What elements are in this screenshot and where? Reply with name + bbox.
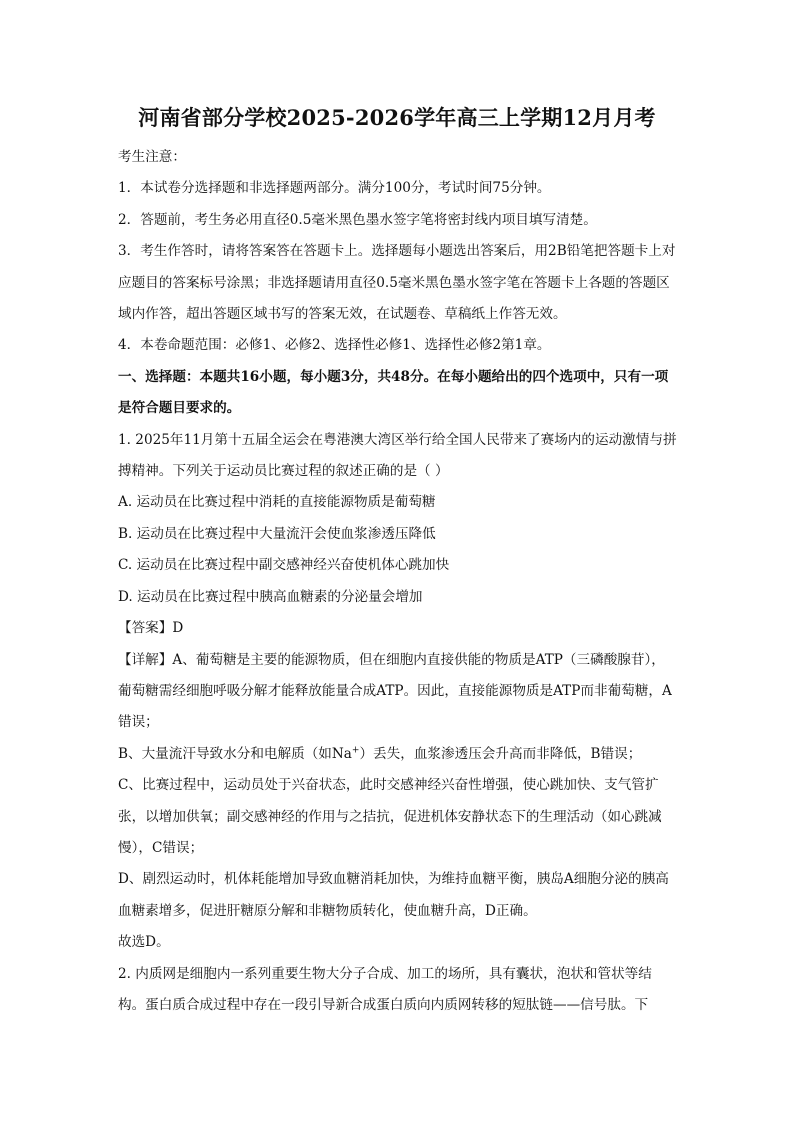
question-1-stem: 1. 2025年11月第十五届全运会在粤港澳大湾区举行给全国人民带来了赛场内的运动激情与拼搏精神。下列关于运动员比赛过程的叙述正确的是（ ）	[118, 431, 677, 480]
question-1-conclusion: 故选D。	[118, 934, 170, 951]
explanation-b-tail: ）丢失，血浆渗透压会升高而非降低，B错误；	[359, 745, 642, 762]
question-1-option-b: B. 运动员在比赛过程中大量流汗会使血浆渗透压降低	[118, 525, 436, 542]
question-1-option-d: D. 运动员在比赛过程中胰高血糖素的分泌量会增加	[118, 588, 423, 605]
question-1-answer: 【答案】D	[118, 620, 184, 637]
question-1-explanation-d: D、剧烈运动时，机体耗能增加导致血糖消耗加快，为维持血糖平衡，胰岛A细胞分泌的胰高血糖素增多，促进肝糖原分解和非糖物质转化，使血糖升高，D正确。	[118, 871, 669, 919]
sodium-charge-superscript: +	[351, 745, 360, 756]
question-1-explanation-a: 【详解】A、葡萄糖是主要的能源物质，但在细胞内直接供能的物质是ATP（三磷酸腺苷），葡萄糖需经细胞呼吸分解才能释放能量合成ATP。因此，直接能源物质是ATP而非葡萄糖，A错误；	[118, 651, 672, 731]
question-1-explanation-b	[118, 739, 678, 770]
question-1-option-c: C. 运动员在比赛过程中副交感神经兴奋使机体心跳加快	[118, 557, 450, 574]
exam-content	[118, 142, 678, 1021]
notice-item: 3．考生作答时，请将答案答在答题卡上。选择题每小题选出答案后，用2B铅笔把答题卡上对应题目的答案标号涂黑；非选择题请用直径0.5毫米黑色墨水签字笔在答题卡上各题的答题区域内作答，超出答题区域书写的答案无效，在试题卷、草稿纸上作答无效。	[118, 243, 676, 323]
notice-item: 4．本卷命题范围：必修1、必修2、选择性必修1、选择性必修2第1章。	[118, 337, 551, 354]
section-heading: 一、选择题：本题共16小题，每小题3分，共48分。在每小题给出的四个选项中，只有一项是符合题目要求的。	[118, 368, 669, 417]
question-1-option-a: A. 运动员在比赛过程中消耗的直接能源物质是葡萄糖	[118, 494, 436, 511]
exam-title: 河南省部分学校2025-2026学年高三上学期12月月考	[138, 105, 656, 130]
notice-heading: 考生注意：	[118, 149, 186, 165]
notice-item: 1．本试卷分选择题和非选择题两部分。满分100分，考试时间75分钟。	[118, 180, 551, 197]
question-2-stem: 2. 内质网是细胞内一系列重要生物大分子合成、加工的场所，具有囊状，泡状和管状等结构。蛋白质合成过程中存在一段引导新合成蛋白质向内质网转移的短肽链——信号肽。下	[118, 965, 652, 1013]
notice-item: 2．答题前，考生务必用直径0.5毫米黑色墨水签字笔将密封线内项目填写清楚。	[118, 211, 597, 228]
explanation-b-text: B、大量流汗导致水分和电解质（如Na	[118, 745, 352, 762]
question-1-explanation-c: C、比赛过程中，运动员处于兴奋状态，此时交感神经兴奋性增强，使心跳加快、支气管扩张，以增加供氧；副交感神经的作用与之拮抗，促进机体安静状态下的生理活动（如心跳减慢），C错误；	[118, 777, 662, 856]
